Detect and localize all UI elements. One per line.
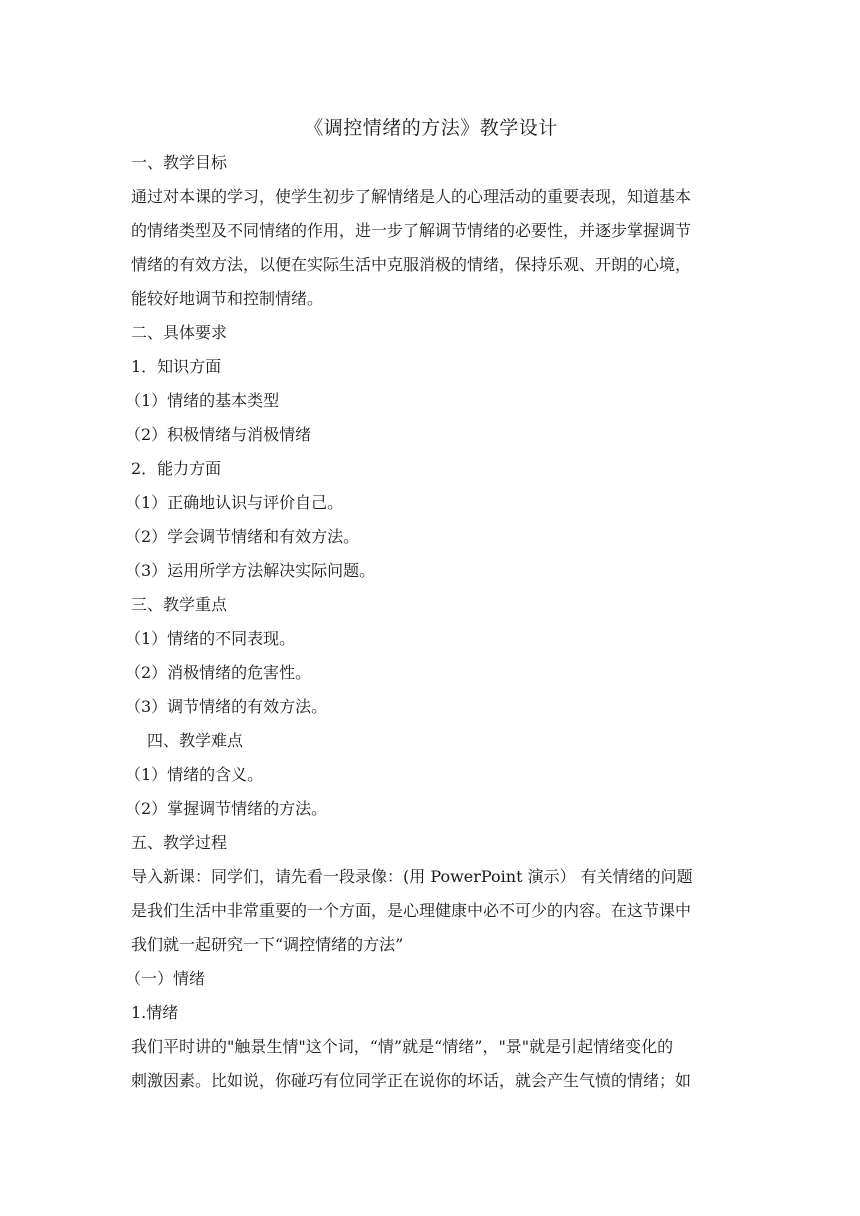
key-point-item-1: （1）情绪的不同表现。 [125, 629, 296, 648]
process-intro-line-3: 我们就一起研究一下“调控情绪的方法” [131, 935, 404, 954]
difficulty-item-1: （1）情绪的含义。 [125, 765, 264, 784]
process-intro-line-2: 是我们生活中非常重要的一个方面，是心理健康中必不可少的内容。在这节课中 [131, 901, 692, 920]
objectives-line-1: 通过对本课的学习，使学生初步了解情绪是人的心理活动的重要表现，知道基本 [131, 187, 692, 206]
process-body-line-2: 刺激因素。比如说，你碰巧有位同学正在说你的坏话，就会产生气愤的情绪；如 [131, 1071, 692, 1090]
process-subheading-emotion: （一）情绪 [125, 969, 206, 988]
objectives-line-2: 的情绪类型及不同情绪的作用，进一步了解调节情绪的必要性，并逐步掌握调节 [131, 221, 692, 240]
ability-item-3: （3）运用所学方法解决实际问题。 [125, 561, 376, 580]
document-body [125, 110, 731, 1098]
process-intro-line-1: 导入新课：同学们，请先看一段录像：(用 PowerPoint 演示） 有关情绪的问题 [131, 867, 693, 886]
ability-item-1: （1）正确地认识与评价自己。 [125, 493, 344, 512]
process-body-line-1: 我们平时讲的"触景生情"这个词，“情”就是“情绪”，"景"就是引起情绪变化的 [131, 1037, 674, 1056]
key-point-item-3: （3）调节情绪的有效方法。 [125, 697, 328, 716]
ability-item-2: （2）学会调节情绪和有效方法。 [125, 527, 360, 546]
key-point-item-2: （2）消极情绪的危害性。 [125, 663, 312, 682]
objectives-line-4: 能较好地调节和控制情绪。 [131, 289, 324, 308]
section-heading-key-points: 三、教学重点 [131, 595, 228, 614]
subheading-ability: 2．能力方面 [131, 459, 222, 478]
difficulty-item-2: （2）掌握调节情绪的方法。 [125, 799, 328, 818]
section-heading-difficulties: 四、教学难点 [147, 731, 244, 750]
section-heading-requirements: 二、具体要求 [131, 323, 228, 342]
section-heading-process: 五、教学过程 [131, 833, 228, 852]
knowledge-item-1: （1）情绪的基本类型 [125, 391, 280, 410]
objectives-line-3: 情绪的有效方法，以便在实际生活中克服消极的情绪，保持乐观、开朗的心境， [131, 255, 692, 274]
section-heading-objectives: 一、教学目标 [131, 153, 228, 172]
knowledge-item-2: （2）积极情绪与消极情绪 [125, 425, 312, 444]
document-title: 《调控情绪的方法》教学设计 [304, 117, 558, 139]
subheading-knowledge: 1．知识方面 [131, 357, 222, 376]
process-point-emotion: 1.情绪 [131, 1003, 179, 1022]
